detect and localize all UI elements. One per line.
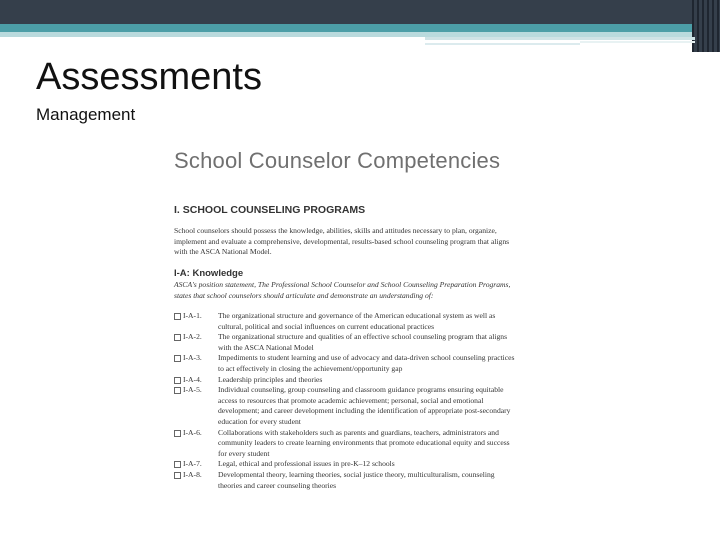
accent-line [425, 43, 580, 45]
item-text: The organizational structure and qualities of an effective school counseling program that aligns with the ASCA National Model [218, 332, 508, 352]
item-code: I-A-5. [183, 385, 202, 395]
accent-line [580, 41, 695, 43]
list-item [174, 353, 520, 374]
item-code: I-A-3. [183, 353, 202, 363]
item-code: I-A-2. [183, 332, 202, 342]
accent-line [425, 37, 695, 40]
checkbox-icon [174, 430, 181, 437]
checkbox-icon [174, 461, 181, 468]
item-code: I-A-7. [183, 459, 202, 469]
checkbox-icon [174, 387, 181, 394]
competency-list [174, 311, 520, 491]
slide-subtitle: Management [36, 105, 136, 124]
top-banner [0, 0, 720, 24]
item-code: I-A-4. [183, 374, 202, 384]
list-item [174, 428, 520, 460]
list-item [174, 459, 520, 470]
corner-decoration [692, 0, 720, 52]
section-intro: School counselors should possess the knowledge, abilities, skills and attitudes necessary to plan, organize, implement and evaluate a comprehensive, developmental, results-based school counseling program that aligns with the ASCA National Model. [174, 226, 510, 257]
checkbox-icon [174, 355, 181, 362]
list-item [174, 375, 520, 386]
item-text: Developmental theory, learning theories, social justice theory, multiculturalism, counseling theories and career counseling theories [218, 469, 495, 490]
subsection-heading: I-A: Knowledge [174, 268, 244, 279]
slide-title: Assessments [36, 56, 262, 98]
top-banner-stripe [0, 24, 720, 32]
list-item [174, 332, 520, 353]
checkbox-icon [174, 313, 181, 320]
item-code: I-A-6. [183, 427, 202, 437]
list-item [174, 311, 520, 332]
section-heading: I. SCHOOL COUNSELING PROGRAMS [174, 204, 366, 216]
subsection-intro: ASCA's position statement, The Professional School Counselor and School Counseling Preparation Programs, states that school counselors should articulate and demonstrate an understanding of: [174, 280, 511, 300]
list-item [174, 385, 520, 427]
checkbox-icon [174, 334, 181, 341]
item-text: Leadership principles and theories [218, 374, 323, 384]
checkbox-icon [174, 472, 181, 479]
document-image [160, 140, 520, 520]
document-title: School Counselor Competencies [174, 148, 501, 173]
item-code: I-A-8. [183, 469, 202, 479]
item-text: Impediments to student learning and use of advocacy and data-driven school counseling practices to act effectively in closing the achievement/opportunity gap [218, 353, 515, 373]
checkbox-icon [174, 377, 181, 384]
list-item [174, 470, 520, 491]
item-text: Individual counseling, group counseling and classroom guidance programs ensuring equitable access to resources that promote academic achievement; personal, social and emotional development; and career development including the identification of appropriate post-secondary education for every student [218, 385, 511, 426]
item-text: Legal, ethical and professional issues in pre-K–12 schools [218, 459, 395, 469]
item-code: I-A-1. [183, 311, 202, 320]
item-text: The organizational structure and governance of the American educational system as well as cultural, political and social influences on current educational practices [218, 311, 496, 331]
item-text: Collaborations with stakeholders such as parents and guardians, teachers, administrators and community leaders to create learning environments that promote educational equity and success for every student [218, 427, 510, 458]
